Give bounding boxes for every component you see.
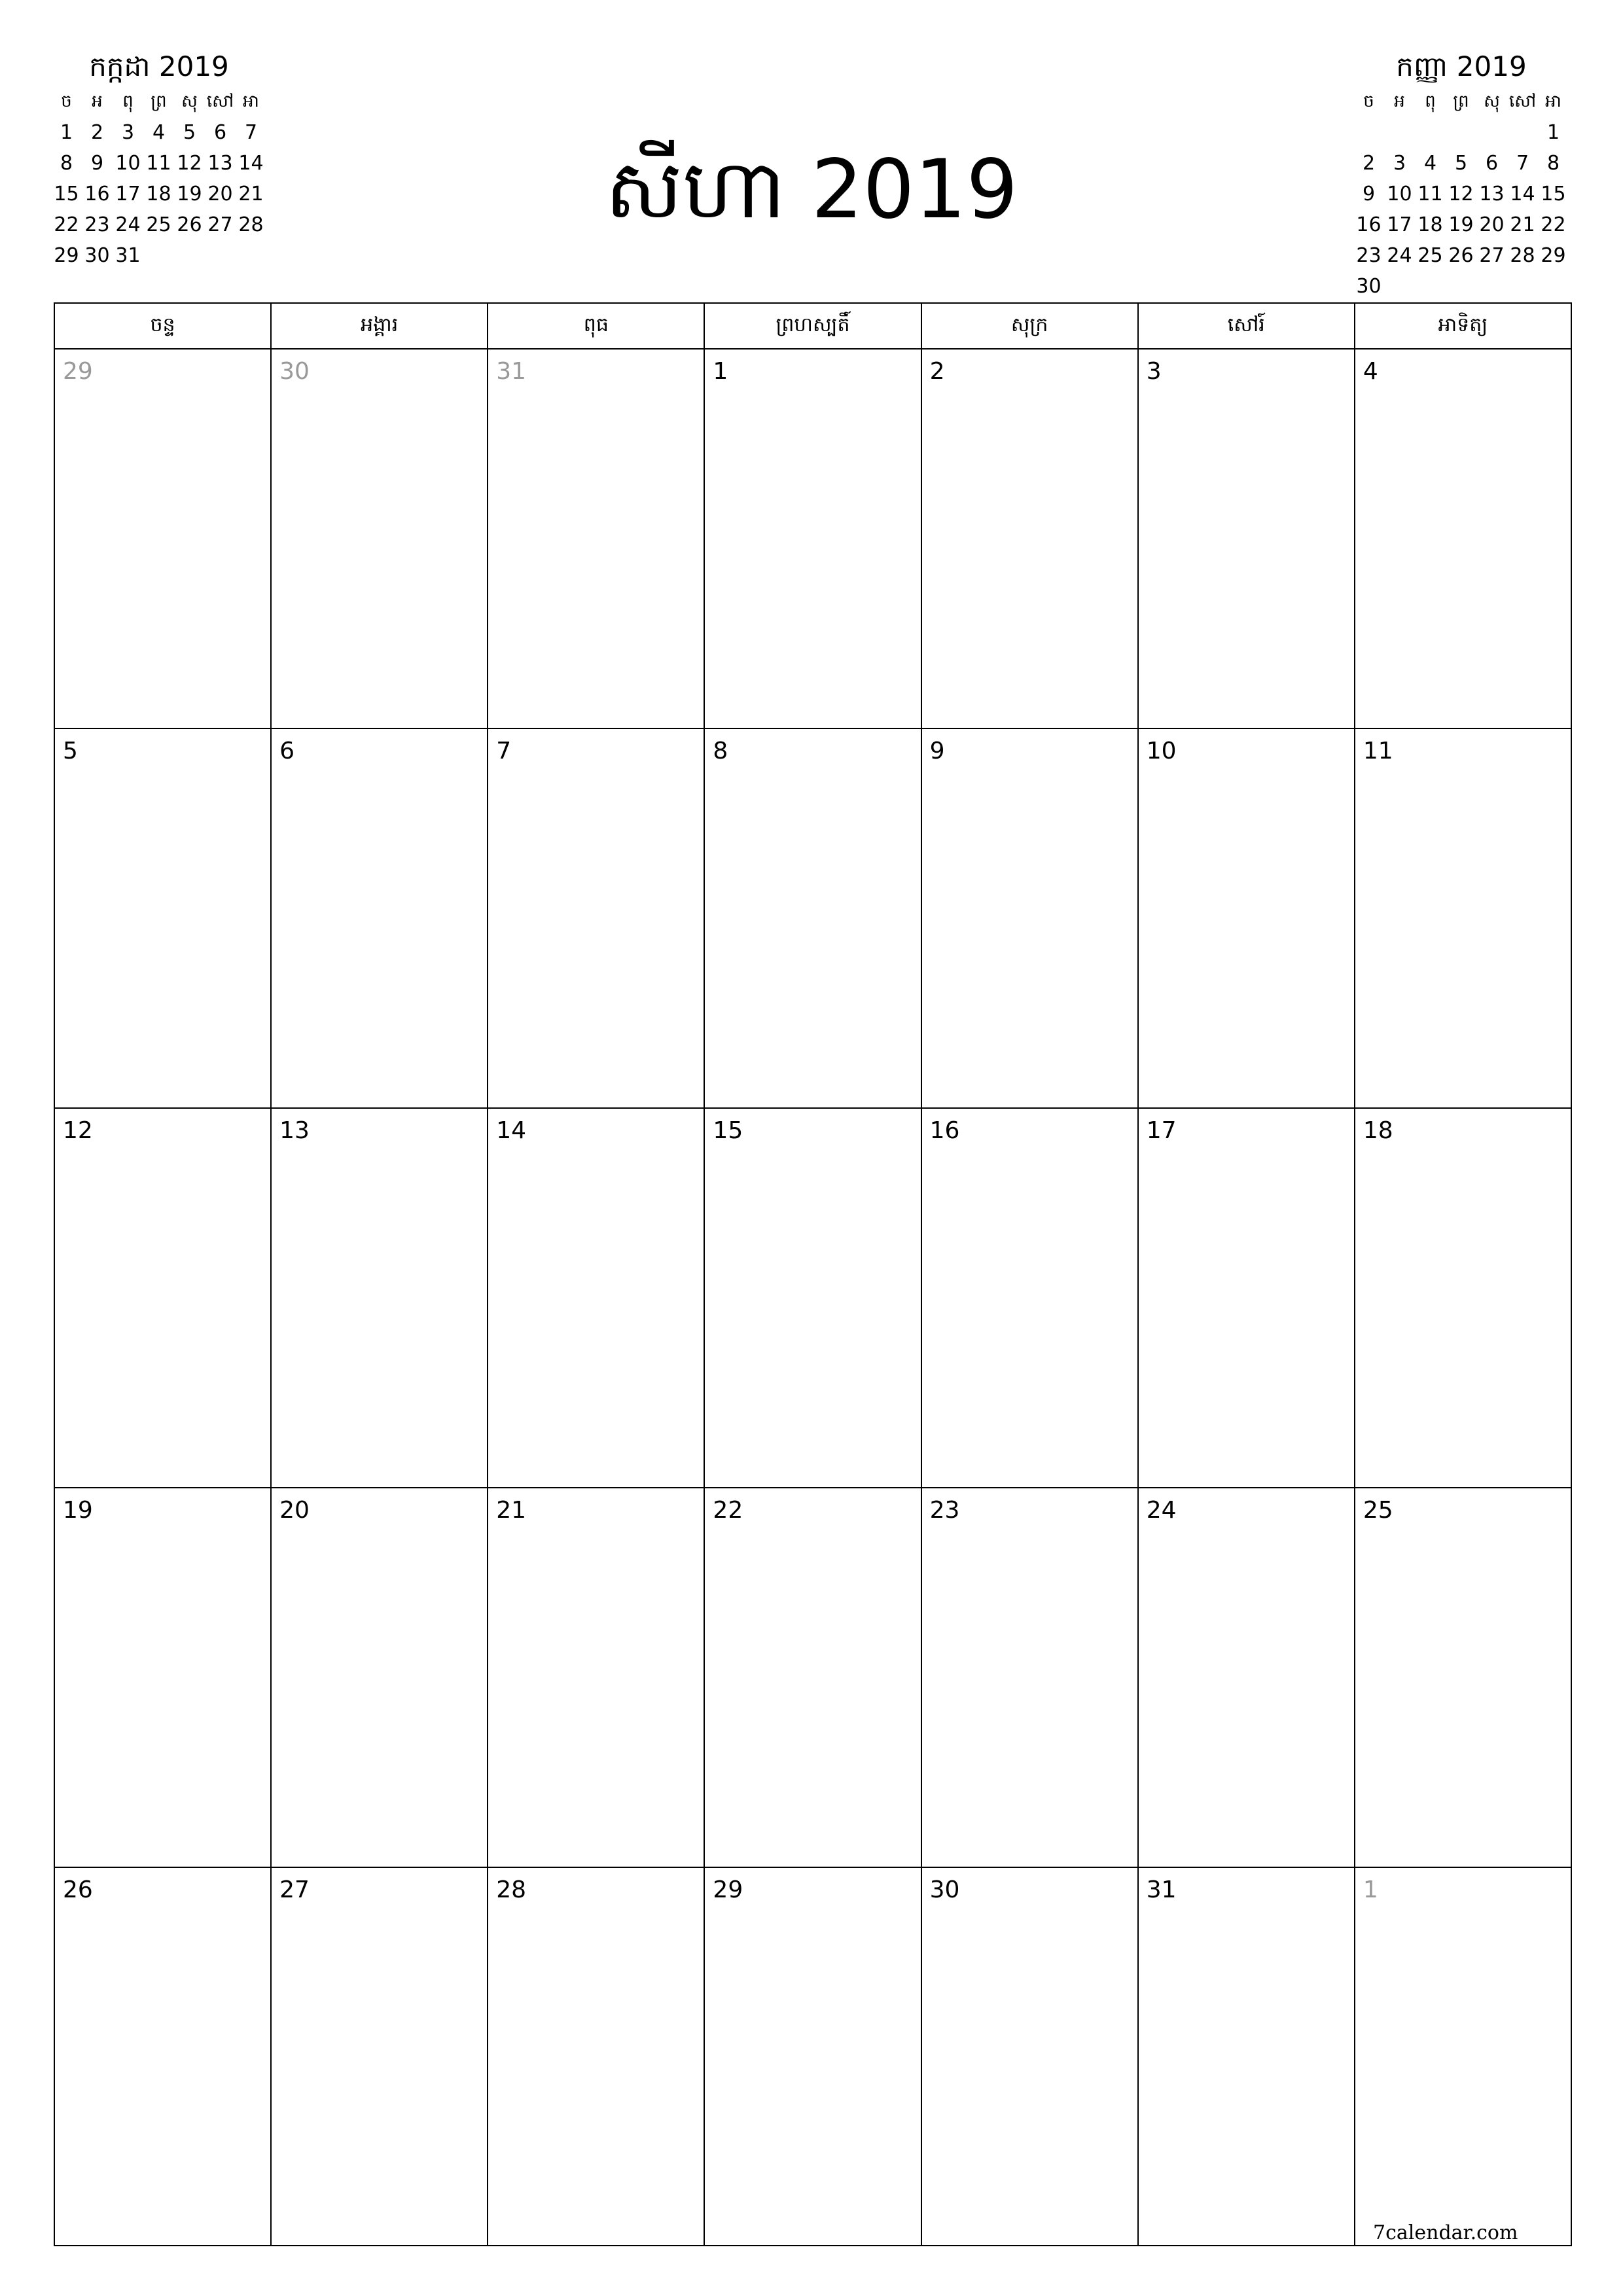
mini-week-row bbox=[51, 240, 267, 271]
day-number: 16 bbox=[929, 1117, 960, 1144]
mini-day: 29 bbox=[1541, 244, 1566, 267]
mini-day: 16 bbox=[84, 183, 110, 206]
weekday-header-sunday: អាទិត្យ bbox=[1438, 314, 1488, 336]
day-number: 4 bbox=[1363, 358, 1378, 385]
mini-day: 31 bbox=[115, 244, 141, 267]
day-cell[interactable] bbox=[1355, 1868, 1571, 2245]
mini-day: 24 bbox=[1387, 244, 1412, 267]
mini-day bbox=[143, 240, 174, 271]
mini-weekday: ពុ bbox=[1425, 92, 1436, 111]
day-cell[interactable] bbox=[1139, 1488, 1355, 1867]
day-cell[interactable] bbox=[1139, 1109, 1355, 1487]
mini-day: 15 bbox=[54, 183, 79, 206]
mini-day: 28 bbox=[238, 213, 264, 236]
day-cell[interactable] bbox=[922, 1868, 1139, 2245]
mini-week-row bbox=[51, 209, 267, 240]
mini-day: 21 bbox=[238, 183, 264, 206]
prev-month-title: កក្កដា 2019 bbox=[89, 50, 229, 82]
mini-day: 10 bbox=[1387, 183, 1412, 206]
day-cell[interactable] bbox=[488, 1488, 705, 1867]
adjacent-month-day-number: 30 bbox=[279, 358, 310, 385]
mini-day: 10 bbox=[115, 152, 141, 175]
next-month-mini-calendar bbox=[1353, 47, 1569, 302]
mini-day: 22 bbox=[1541, 213, 1566, 236]
mini-day bbox=[1476, 117, 1507, 148]
day-number: 13 bbox=[279, 1117, 310, 1144]
day-cell[interactable] bbox=[55, 729, 272, 1107]
mini-weekday: អ bbox=[1394, 92, 1405, 111]
day-cell[interactable] bbox=[272, 350, 488, 728]
mini-day: 4 bbox=[152, 121, 166, 144]
mini-weekday: សុ bbox=[1484, 92, 1500, 111]
footer-site-label: 7calendar.com bbox=[1373, 2221, 1518, 2244]
day-number: 19 bbox=[63, 1497, 93, 1524]
mini-day: 18 bbox=[1418, 213, 1443, 236]
weekday-header-friday: សុក្រ bbox=[922, 304, 1139, 348]
day-number: 12 bbox=[63, 1117, 93, 1144]
day-number: 1 bbox=[713, 358, 728, 385]
mini-day: 25 bbox=[1418, 244, 1443, 267]
day-number: 31 bbox=[1146, 1876, 1177, 1903]
weekday-header-saturday: សៅរ៍ bbox=[1139, 304, 1355, 348]
mini-week-row bbox=[1353, 148, 1569, 179]
mini-weekday: ព្រ bbox=[1453, 92, 1469, 111]
adjacent-month-day-number: 31 bbox=[496, 358, 527, 385]
mini-week-row bbox=[51, 117, 267, 148]
mini-day bbox=[1415, 117, 1446, 148]
day-cell[interactable] bbox=[272, 729, 488, 1107]
day-cell[interactable] bbox=[1355, 729, 1571, 1107]
mini-day: 16 bbox=[1356, 213, 1382, 236]
page-title: សីហា 2019 bbox=[605, 143, 1018, 237]
day-number: 8 bbox=[713, 738, 728, 764]
mini-day: 15 bbox=[1541, 183, 1566, 206]
mini-day: 27 bbox=[207, 213, 233, 236]
day-cell[interactable] bbox=[488, 1109, 705, 1487]
mini-day: 6 bbox=[1485, 152, 1499, 175]
mini-day bbox=[1507, 271, 1538, 302]
weekday-header-row bbox=[55, 304, 1571, 350]
mini-day: 3 bbox=[121, 121, 135, 144]
mini-day: 9 bbox=[1362, 183, 1376, 206]
day-number: 14 bbox=[496, 1117, 527, 1144]
day-cell[interactable] bbox=[488, 350, 705, 728]
mini-weekday: អា bbox=[1545, 92, 1561, 111]
day-cell[interactable] bbox=[705, 1868, 921, 2245]
mini-day bbox=[1384, 271, 1415, 302]
mini-day: 25 bbox=[146, 213, 171, 236]
day-cell[interactable] bbox=[705, 1109, 921, 1487]
mini-weekday: ពុ bbox=[122, 92, 134, 111]
mini-day: 9 bbox=[90, 152, 104, 175]
day-cell[interactable] bbox=[705, 729, 921, 1107]
day-cell[interactable] bbox=[55, 350, 272, 728]
prev-month-days bbox=[51, 117, 267, 271]
next-month-title: កញ្ញា 2019 bbox=[1396, 50, 1527, 82]
mini-week-row bbox=[1353, 209, 1569, 240]
week-row bbox=[55, 729, 1571, 1109]
mini-day: 1 bbox=[1546, 121, 1560, 144]
day-number: 7 bbox=[496, 738, 512, 764]
day-number: 21 bbox=[496, 1497, 527, 1524]
mini-weekday: សៅ bbox=[206, 92, 234, 111]
mini-day: 12 bbox=[177, 152, 202, 175]
mini-weekday: អ bbox=[92, 92, 103, 111]
day-number: 20 bbox=[279, 1497, 310, 1524]
mini-day: 14 bbox=[238, 152, 264, 175]
mini-weekday: អា bbox=[243, 92, 259, 111]
mini-day: 26 bbox=[177, 213, 202, 236]
day-number: 24 bbox=[1146, 1497, 1177, 1524]
day-cell[interactable] bbox=[55, 1109, 272, 1487]
day-number: 11 bbox=[1363, 738, 1393, 764]
mini-day: 30 bbox=[1356, 275, 1382, 298]
mini-week-row bbox=[1353, 179, 1569, 209]
day-number: 9 bbox=[929, 738, 945, 764]
day-cell[interactable] bbox=[1355, 350, 1571, 728]
mini-day: 26 bbox=[1448, 244, 1474, 267]
mini-day bbox=[174, 240, 205, 271]
day-number: 2 bbox=[929, 358, 945, 385]
mini-day: 7 bbox=[244, 121, 258, 144]
day-cell[interactable] bbox=[272, 1868, 488, 2245]
day-cell[interactable] bbox=[1355, 1488, 1571, 1867]
prev-month-weekday-header bbox=[51, 86, 267, 117]
mini-day bbox=[1538, 271, 1569, 302]
mini-day bbox=[1384, 117, 1415, 148]
day-number: 25 bbox=[1363, 1497, 1393, 1524]
next-month-days bbox=[1353, 117, 1569, 302]
mini-day: 28 bbox=[1510, 244, 1535, 267]
week-row bbox=[55, 1109, 1571, 1488]
mini-day: 5 bbox=[1454, 152, 1468, 175]
day-number: 3 bbox=[1146, 358, 1162, 385]
day-cell[interactable] bbox=[272, 1488, 488, 1867]
mini-week-row bbox=[1353, 117, 1569, 148]
day-cell[interactable] bbox=[1139, 1868, 1355, 2245]
mini-weekday: សៅ bbox=[1508, 92, 1537, 111]
mini-day: 13 bbox=[1479, 183, 1505, 206]
mini-day: 30 bbox=[84, 244, 110, 267]
day-number: 26 bbox=[63, 1876, 93, 1903]
mini-day: 27 bbox=[1479, 244, 1505, 267]
day-cell[interactable] bbox=[922, 350, 1139, 728]
day-number: 30 bbox=[929, 1876, 960, 1903]
mini-week-row bbox=[1353, 271, 1569, 302]
mini-day: 21 bbox=[1510, 213, 1535, 236]
day-cell[interactable] bbox=[922, 1488, 1139, 1867]
mini-day: 17 bbox=[1387, 213, 1412, 236]
mini-day bbox=[1353, 117, 1384, 148]
day-cell[interactable] bbox=[488, 1868, 705, 2245]
mini-weekday: ច bbox=[61, 92, 72, 111]
mini-day: 2 bbox=[1362, 152, 1376, 175]
mini-day: 6 bbox=[213, 121, 227, 144]
mini-weekday: សុ bbox=[181, 92, 198, 111]
mini-week-row bbox=[51, 148, 267, 179]
mini-day bbox=[1446, 117, 1476, 148]
mini-day: 12 bbox=[1448, 183, 1474, 206]
mini-day: 20 bbox=[1479, 213, 1505, 236]
day-number: 17 bbox=[1146, 1117, 1177, 1144]
mini-day: 23 bbox=[84, 213, 110, 236]
day-number: 23 bbox=[929, 1497, 960, 1524]
week-row bbox=[55, 1868, 1571, 2245]
week-row bbox=[55, 350, 1571, 729]
next-month-weekday-header bbox=[1353, 86, 1569, 117]
adjacent-month-day-number: 29 bbox=[63, 358, 93, 385]
mini-day: 13 bbox=[207, 152, 233, 175]
week-rows bbox=[55, 350, 1571, 2245]
day-number: 28 bbox=[496, 1876, 527, 1903]
day-cell[interactable] bbox=[272, 1109, 488, 1487]
day-cell[interactable] bbox=[55, 1488, 272, 1867]
weekday-header-thursday: ព្រហស្បតិ៍ bbox=[705, 304, 921, 348]
mini-day: 29 bbox=[54, 244, 79, 267]
day-number: 18 bbox=[1363, 1117, 1393, 1144]
mini-day: 11 bbox=[146, 152, 171, 175]
day-cell[interactable] bbox=[705, 1488, 921, 1867]
mini-day: 7 bbox=[1516, 152, 1529, 175]
mini-day bbox=[236, 240, 266, 271]
mini-day: 8 bbox=[60, 152, 73, 175]
mini-day: 17 bbox=[115, 183, 141, 206]
mini-day bbox=[1476, 271, 1507, 302]
mini-day: 1 bbox=[60, 121, 73, 144]
day-number: 27 bbox=[279, 1876, 310, 1903]
adjacent-month-day-number: 1 bbox=[1363, 1876, 1378, 1903]
month-grid bbox=[54, 302, 1572, 2246]
day-cell[interactable] bbox=[55, 1868, 272, 2245]
mini-day: 20 bbox=[207, 183, 233, 206]
weekday-header-monday: ចន្ទ bbox=[55, 304, 272, 348]
week-row bbox=[55, 1488, 1571, 1868]
mini-day bbox=[1415, 271, 1446, 302]
mini-weekday: ច bbox=[1363, 92, 1374, 111]
mini-day: 14 bbox=[1510, 183, 1535, 206]
mini-day: 19 bbox=[1448, 213, 1474, 236]
day-number: 10 bbox=[1146, 738, 1177, 764]
mini-week-row bbox=[51, 179, 267, 209]
mini-day: 2 bbox=[90, 121, 104, 144]
day-cell[interactable] bbox=[922, 729, 1139, 1107]
day-number: 6 bbox=[279, 738, 295, 764]
mini-day: 5 bbox=[183, 121, 196, 144]
day-number: 22 bbox=[713, 1497, 743, 1524]
day-cell[interactable] bbox=[488, 729, 705, 1107]
mini-day: 4 bbox=[1423, 152, 1437, 175]
mini-day: 24 bbox=[115, 213, 141, 236]
day-number: 29 bbox=[713, 1876, 743, 1903]
day-cell[interactable] bbox=[1355, 1109, 1571, 1487]
day-cell[interactable] bbox=[922, 1109, 1139, 1487]
mini-day: 3 bbox=[1393, 152, 1406, 175]
mini-weekday: ព្រ bbox=[151, 92, 167, 111]
mini-day bbox=[1446, 271, 1476, 302]
mini-day bbox=[1507, 117, 1538, 148]
weekday-header-wednesday: ពុធ bbox=[488, 304, 705, 348]
mini-day: 18 bbox=[146, 183, 171, 206]
day-cell[interactable] bbox=[1139, 729, 1355, 1107]
day-cell[interactable] bbox=[1139, 350, 1355, 728]
mini-day: 23 bbox=[1356, 244, 1382, 267]
mini-day: 19 bbox=[177, 183, 202, 206]
day-cell[interactable] bbox=[705, 350, 921, 728]
mini-week-row bbox=[1353, 240, 1569, 271]
mini-day bbox=[205, 240, 236, 271]
mini-day: 22 bbox=[54, 213, 79, 236]
prev-month-mini-calendar bbox=[51, 47, 267, 271]
day-number: 5 bbox=[63, 738, 78, 764]
day-number: 15 bbox=[713, 1117, 743, 1144]
weekday-header-tuesday: អង្គារ bbox=[272, 304, 488, 348]
mini-day: 11 bbox=[1418, 183, 1443, 206]
mini-day: 8 bbox=[1546, 152, 1560, 175]
